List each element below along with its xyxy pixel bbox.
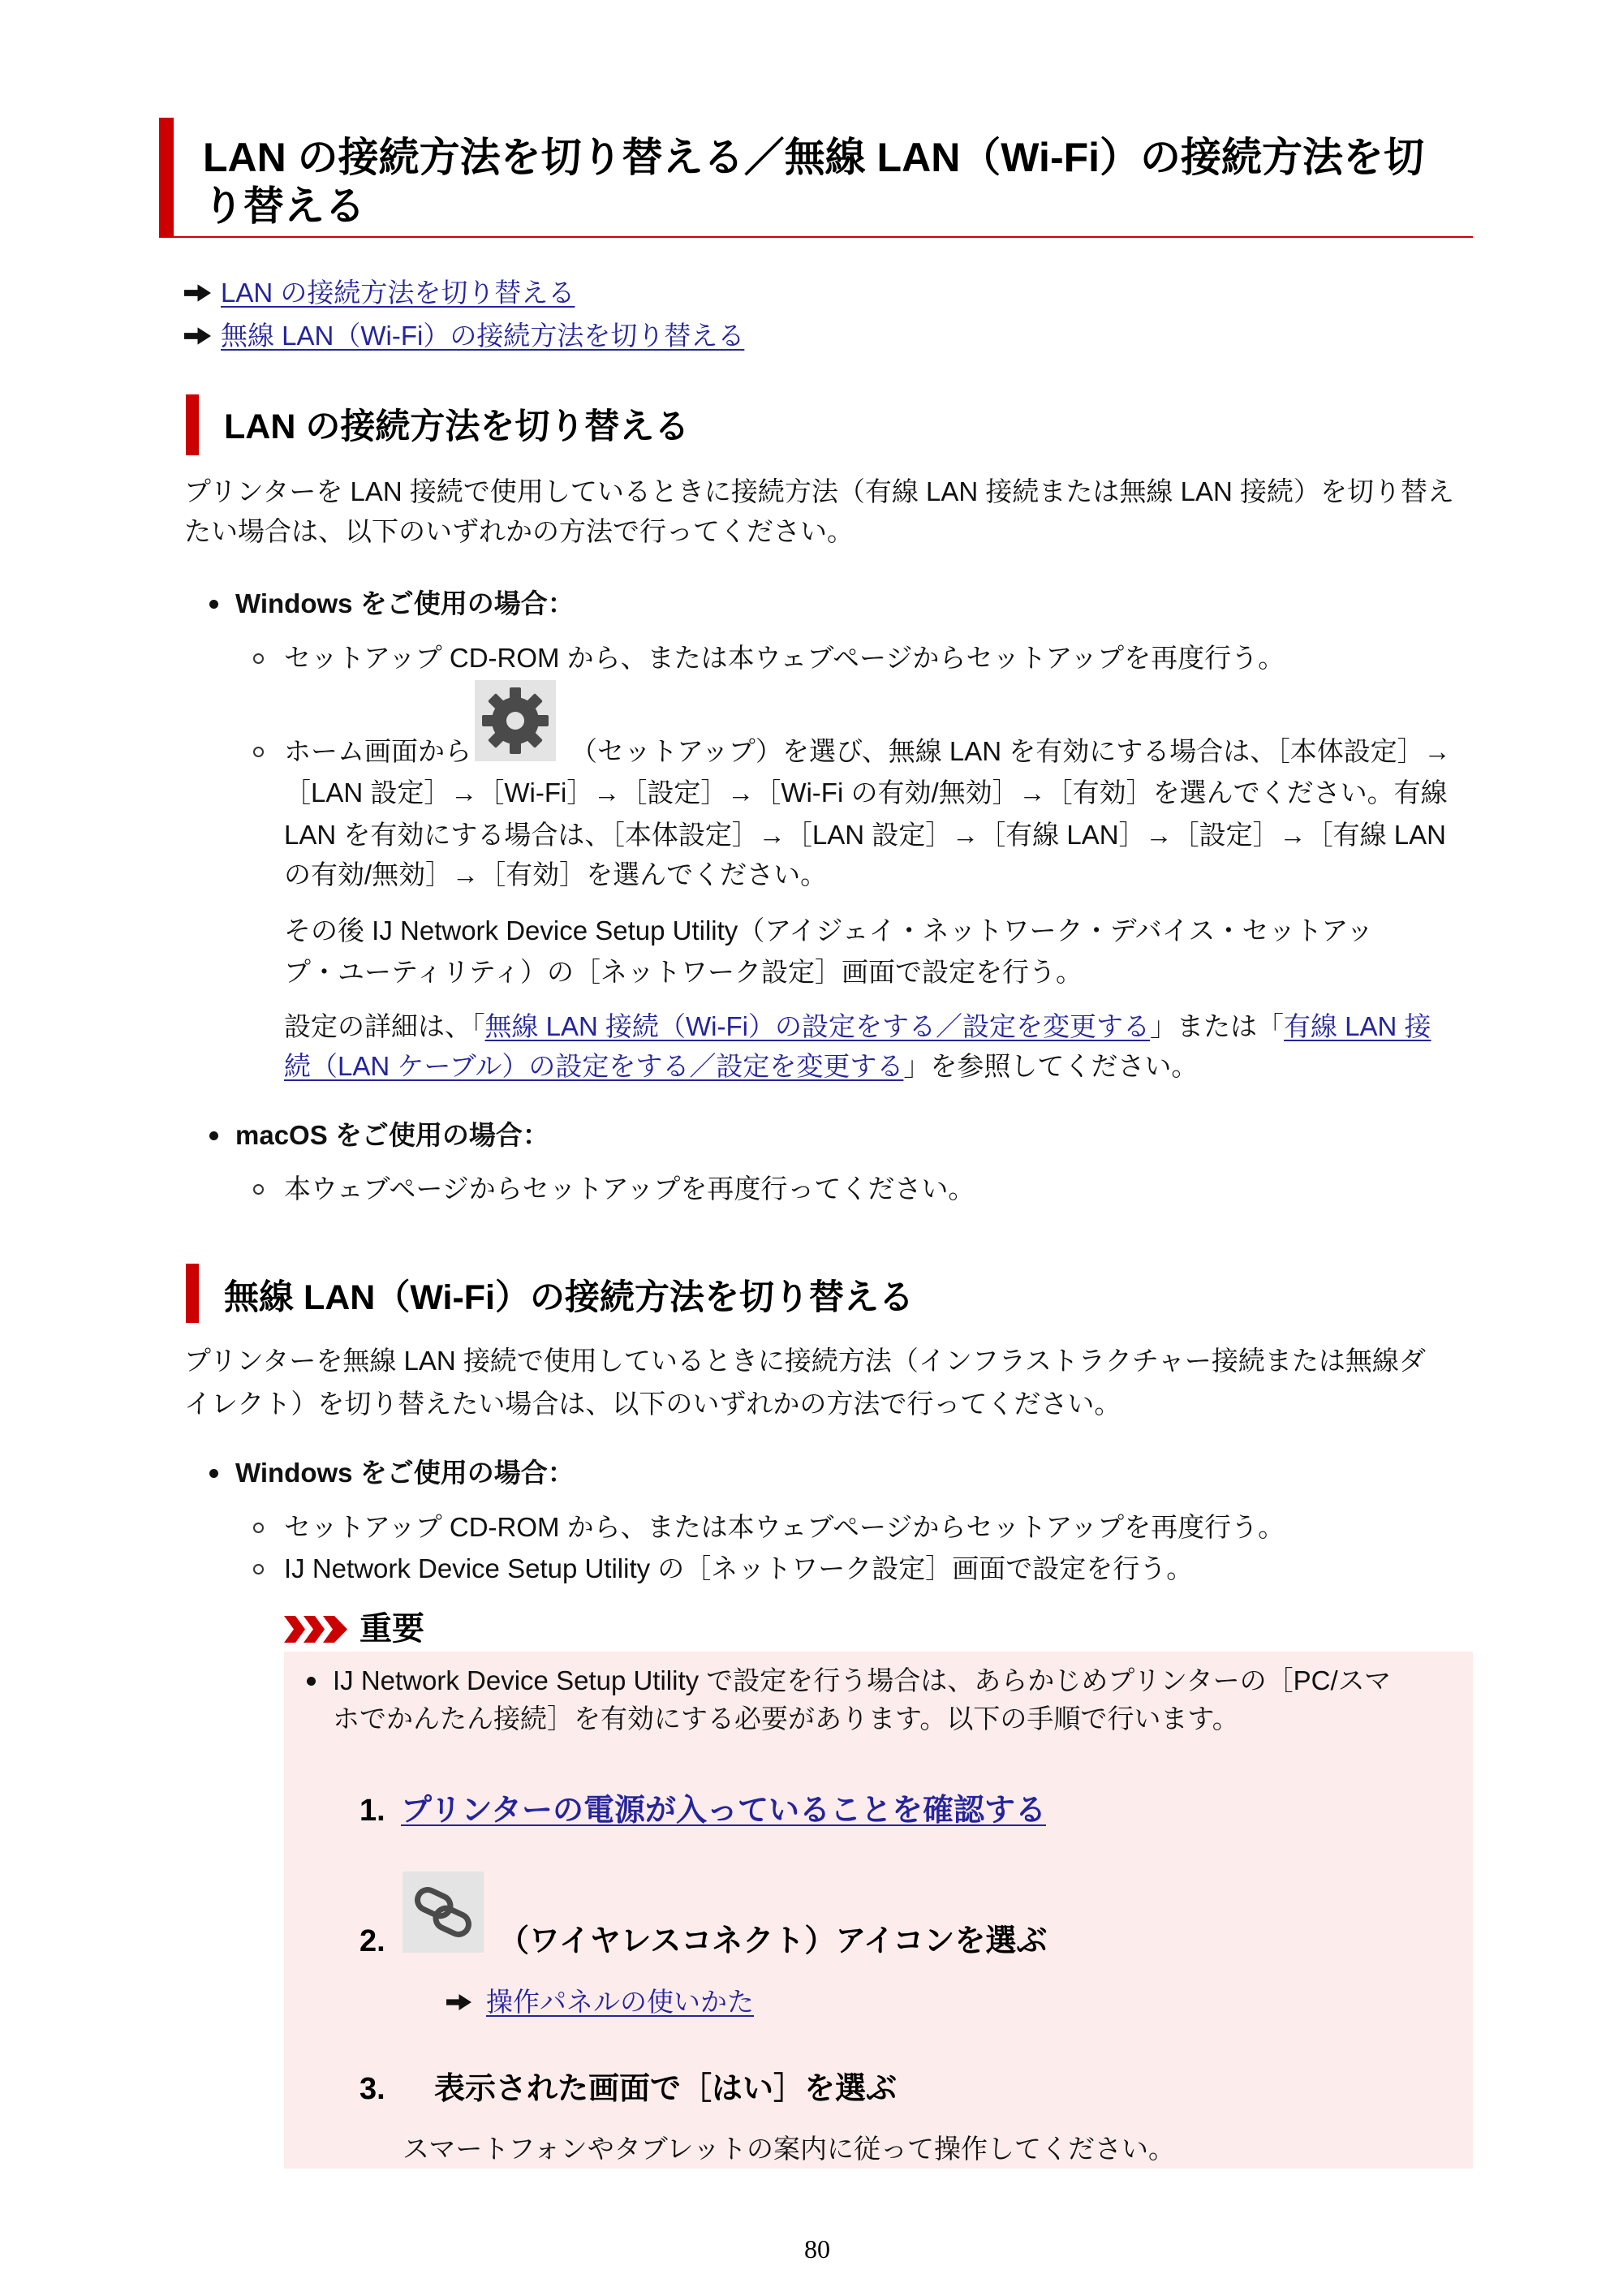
list-item: セットアップ CD-ROM から、または本ウェブページからセットアップを再度行う。 bbox=[284, 1512, 1285, 1542]
bullet-dot bbox=[209, 600, 218, 609]
detail-middle: 」または「 bbox=[1150, 1011, 1284, 1041]
home-setup-instruction bbox=[284, 680, 1451, 769]
gear-icon bbox=[475, 680, 556, 761]
list-item: セットアップ CD-ROM から、または本ウェブページからセットアップを再度行う。 bbox=[284, 643, 1285, 673]
instruction-line: の有効/無効］→［有効］を選んでください。 bbox=[284, 859, 828, 890]
section-intro-line-1: プリンターを無線 LAN 接続で使用しているときに接続方法（インフラストラクチャー接続または無線ダ bbox=[184, 1346, 1426, 1376]
sub-bullet-circle bbox=[253, 1184, 264, 1195]
section-heading-lan: LAN の接続方法を切り替える bbox=[224, 407, 690, 446]
section-intro-line-2: イレクト）を切り替えたい場合は、以下のいずれかの方法で行ってください。 bbox=[184, 1389, 1121, 1419]
detail-suffix: 」を参照してください。 bbox=[903, 1051, 1199, 1081]
right-arrow-icon bbox=[184, 327, 211, 345]
detail-reference-line-2 bbox=[284, 1049, 1198, 1084]
bullet-dot bbox=[209, 1469, 218, 1478]
title-underline bbox=[159, 236, 1473, 238]
important-chevrons-icon bbox=[284, 1616, 347, 1643]
sub-bullet-circle bbox=[253, 1564, 264, 1574]
followup-line: プ・ユーティリティ）の［ネットワーク設定］画面で設定を行う。 bbox=[284, 957, 1083, 987]
instruction-line: LAN を有効にする場合は、［本体設定］→［LAN 設定］→［有線 LAN］→［設定］→［有線 LAN bbox=[284, 820, 1446, 850]
instruction-text: （セットアップ）を選び、無線 LAN を有効にする場合は、［本体設定］→ bbox=[570, 736, 1451, 766]
title-accent-bar bbox=[159, 118, 174, 237]
toc-link-wifi[interactable]: 無線 LAN（Wi-Fi）の接続方法を切り替える bbox=[221, 321, 745, 351]
toc-link-lan[interactable]: LAN の接続方法を切り替える bbox=[221, 278, 575, 308]
section-intro-line-2: たい場合は、以下のいずれかの方法で行ってください。 bbox=[184, 516, 854, 546]
step-3-text: 表示された画面で［はい］を選ぶ bbox=[434, 2072, 898, 2106]
followup-line: その後 IJ Network Device Setup Utility（アイジェイ・ネットワーク・デバイス・セットアッ bbox=[284, 915, 1374, 946]
important-text-line-2: ホでかんたん接続］を有効にする必要があります。以下の手順で行います。 bbox=[333, 1704, 1239, 1734]
link-wired-lan-setup[interactable]: 続（LAN ケーブル）の設定をする／設定を変更する bbox=[284, 1051, 904, 1081]
detail-prefix: 設定の詳細は、「 bbox=[284, 1011, 485, 1041]
page-title-line-1: LAN の接続方法を切り替える／無線 LAN（Wi-Fi）の接続方法を切 bbox=[203, 135, 1425, 180]
link-wireless-lan-setup[interactable]: 無線 LAN 接続（Wi-Fi）の設定をする／設定を変更する bbox=[484, 1011, 1150, 1041]
sub-bullet-circle bbox=[253, 1523, 264, 1533]
step-number: 2. bbox=[359, 1924, 385, 1958]
step-number: 3. bbox=[359, 2072, 385, 2106]
os-label-windows: Windows をご使用の場合： bbox=[235, 588, 575, 618]
os-label-windows: Windows をご使用の場合： bbox=[235, 1458, 575, 1488]
section-intro-line-1: プリンターを LAN 接続で使用しているときに接続方法（有線 LAN 接続または無線 LAN 接続）を切り替え bbox=[184, 476, 1454, 506]
page-title-line-2: り替える bbox=[203, 183, 365, 229]
list-item: IJ Network Device Setup Utility の［ネットワーク設定］画面で設定を行う。 bbox=[284, 1553, 1194, 1583]
sub-bullet-circle bbox=[253, 747, 264, 757]
right-arrow-icon bbox=[446, 1994, 471, 2010]
right-arrow-icon bbox=[184, 284, 211, 302]
sub-bullet-circle bbox=[253, 653, 264, 664]
bullet-dot bbox=[209, 1131, 218, 1140]
step-2-text: （ワイヤレスコネクト）アイコンを選ぶ bbox=[498, 1924, 1048, 1958]
section-heading-wifi: 無線 LAN（Wi-Fi）の接続方法を切り替える bbox=[224, 1278, 915, 1317]
section-accent-bar bbox=[186, 1264, 199, 1323]
important-title: 重要 bbox=[359, 1611, 424, 1647]
list-item: 本ウェブページからセットアップを再度行ってください。 bbox=[284, 1174, 975, 1204]
step-3-note: スマートフォンやタブレットの案内に従って操作してください。 bbox=[403, 2134, 1176, 2164]
instruction-text: ホーム画面から bbox=[284, 736, 471, 766]
important-text-line-1: IJ Network Device Setup Utility で設定を行う場合は、あらかじめプリンターの［PC/スマ bbox=[333, 1665, 1392, 1695]
step-number: 1. bbox=[359, 1794, 385, 1828]
page-number: 80 bbox=[804, 2234, 830, 2264]
section-accent-bar bbox=[186, 394, 199, 455]
control-panel-guide-link[interactable]: 操作パネルの使いかた bbox=[486, 1987, 754, 2017]
wireless-connect-icon bbox=[403, 1872, 484, 1953]
link-wired-lan-setup[interactable]: 有線 LAN 接 bbox=[1284, 1011, 1431, 1041]
instruction-line: ［LAN 設定］→［Wi-Fi］→［設定］→［Wi-Fi の有効/無効］→［有効］を選んでください。有線 bbox=[284, 778, 1448, 808]
bullet-dot bbox=[307, 1677, 316, 1686]
step-1-link[interactable]: プリンターの電源が入っていることを確認する bbox=[401, 1794, 1046, 1828]
os-label-macos: macOS をご使用の場合： bbox=[235, 1120, 549, 1150]
detail-reference-line-1 bbox=[284, 1009, 1431, 1045]
